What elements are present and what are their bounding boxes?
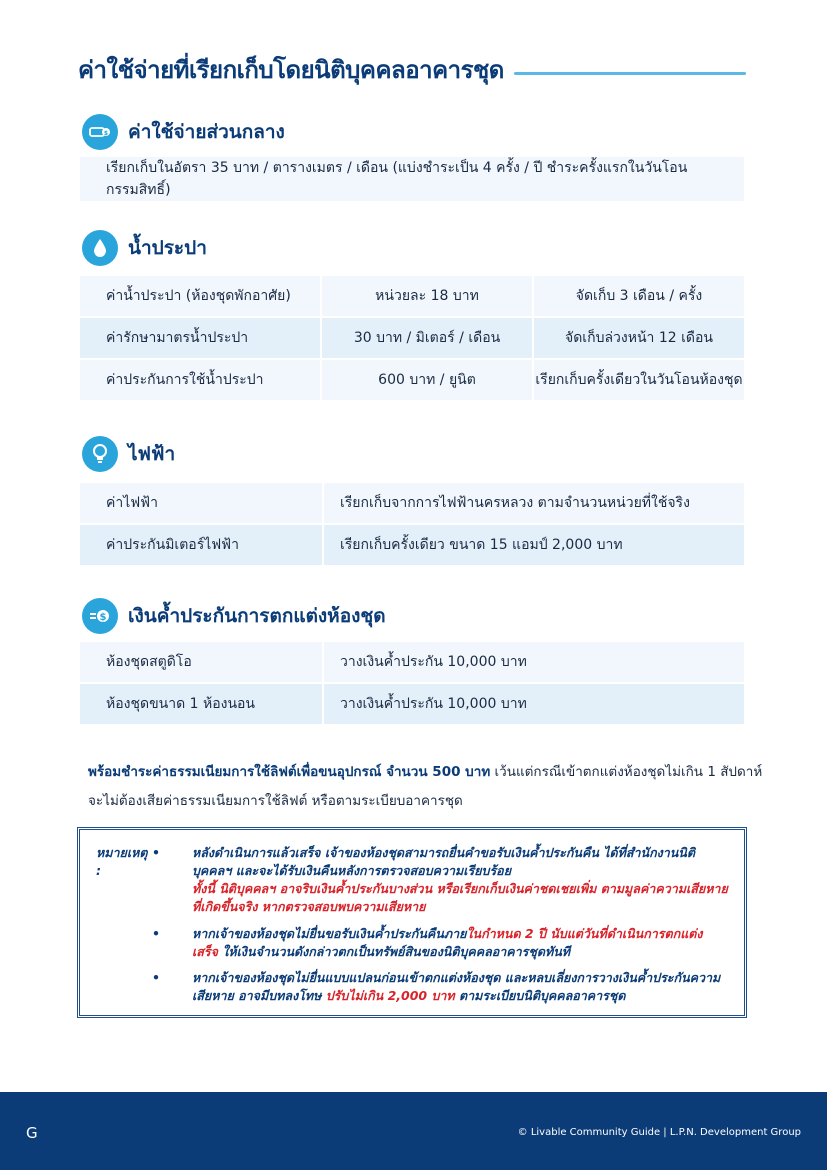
electricity-detail: เรียกเก็บจากการไฟฟ้านครหลวง ตามจำนวนหน่วยที่ใช้จริง [323,482,745,524]
electricity-item: ค่าไฟฟ้า [79,482,323,524]
table-row [79,683,745,725]
water-note: จัดเก็บ 3 เดือน / ครั้ง [533,275,745,317]
title-rule [514,72,746,75]
page-title: ค่าใช้จ่ายที่เรียกเก็บโดยนิติบุคคลอาคารชุด [78,56,504,84]
table-row [79,524,745,566]
remark-text: ให้เงินจำนวนดังกล่าวตกเป็นทรัพย์สินของนิติบุคคลอาคารชุดทันที [217,943,571,959]
remark-item [96,925,728,961]
electricity-table [78,481,746,567]
remark-text: หากเจ้าของห้องชุดไม่ยื่นขอรับเงินค้ำประกันคืนภาย [192,925,467,941]
table-row [79,317,745,359]
electricity-item: ค่าประกันมิเตอร์ไฟฟ้า [79,524,323,566]
svg-text:$: $ [103,130,109,137]
footer-credit: © Livable Community Guide | L.P.N. Development Group [517,1127,801,1138]
remark-text: หลังดำเนินการแล้วเสร็จ เจ้าของห้องชุดสามารถยื่นคำขอรับเงินค้ำประกันคืน ได้ที่สำนักงานนิติบุคคลฯ และจะได้รับเงินคืนหลังการตรวจสอบความเรียบร้อย [192,845,695,879]
deposit-item: ห้องชุดสตูดิโอ [79,641,323,683]
remark-text: ตามระเบียบนิติบุคคลอาคารชุด [454,987,626,1003]
section-electricity-header [82,436,175,472]
remark-warning: ปรับไม่เกิน 2,000 บาท [325,987,455,1003]
remarks-box [77,827,747,1018]
lift-fee-note-line2: จะไม่ต้องเสียค่าธรรมเนียมการใช้ลิฟต์ หรือตามระเบียบอาคารชุด [88,793,463,809]
deposit-detail: วางเงินค้ำประกัน 10,000 บาท [323,641,745,683]
bullet-icon: • [152,969,160,985]
water-rate: 30 บาท / มิเตอร์ / เดือน [321,317,533,359]
water-item: ค่าน้ำประปา (ห้องชุดพักอาศัย) [79,275,321,317]
water-note: จัดเก็บล่วงหน้า 12 เดือน [533,317,745,359]
remark-item [96,969,728,1005]
water-item: ค่าประกันการใช้น้ำประปา [79,359,321,401]
hand-money-icon [82,114,118,150]
bullet-icon: • [152,925,160,941]
water-table [78,274,746,402]
remark-item [96,844,728,917]
table-row [79,641,745,683]
water-drop-icon [82,230,118,266]
light-bulb-icon [82,436,118,472]
common-fee-text: เรียกเก็บในอัตรา 35 บาท / ตารางเมตร / เดือน (แบ่งชำระเป็น 4 ครั้ง / ปี ชำระครั้งแรกในวันโอนกรรมสิทธิ์) [79,156,745,202]
deposit-table [78,640,746,726]
deposit-item: ห้องชุดขนาด 1 ห้องนอน [79,683,323,725]
lift-fee-rest: เว้นแต่กรณีเข้าตกแต่งห้องชุดไม่เกิน 1 สัปดาห์ [490,764,763,780]
table-row [79,156,745,202]
remark-warning: ในกำหนด 2 ปี นับแต่วันที่ดำเนินการตกแต่งเสร็จ [192,925,703,959]
water-rate: หน่วยละ 18 บาท [321,275,533,317]
section-water-header [82,230,207,266]
section-title-common-fee: ค่าใช้จ่ายส่วนกลาง [128,121,285,143]
bullet-icon: • [152,845,160,860]
money-coin-icon [82,598,118,634]
section-title-electricity: ไฟฟ้า [128,443,176,465]
electricity-detail: เรียกเก็บครั้งเดียว ขนาด 15 แอมป์ 2,000 บาท [323,524,745,566]
svg-text:$: $ [99,612,107,623]
table-row [79,482,745,524]
remark-text: หากเจ้าของห้องชุดไม่ยื่นแบบแปลนก่อนเข้าตกแต่งห้องชุด และหลบเลี่ยงการวางเงินค้ำประกันความเสียหาย อาจมีบทลงโทษ [192,969,721,1003]
water-item: ค่ารักษามาตรน้ำประปา [79,317,321,359]
common-fee-table [78,155,746,203]
remark-warning: ทั้งนี้ นิติบุคคลฯ อาจริบเงินค้ำประกันบางส่วน หรือเรียกเก็บเงินค่าชดเชยเพิ่ม ตามมูลค่าความเสียหายที่เกิดขึ้นจริง หากตรวจสอบพบความเสียหาย [192,881,728,915]
remarks-label: หมายเหตุ : [96,845,148,879]
section-title-water: น้ำประปา [128,237,207,259]
section-title-deposit: เงินค้ำประกันการตกแต่งห้องชุด [128,605,386,627]
deposit-detail: วางเงินค้ำประกัน 10,000 บาท [323,683,745,725]
page-number: G [26,1124,38,1142]
section-common-fee-header [82,114,285,150]
water-rate: 600 บาท / ยูนิต [321,359,533,401]
footer [0,1092,827,1170]
table-row [79,275,745,317]
lift-fee-note [88,760,762,782]
table-row [79,359,745,401]
water-note: เรียกเก็บครั้งเดียวในวันโอนห้องชุด [533,359,745,401]
section-deposit-header [82,598,386,634]
lift-fee-highlight: พร้อมชำระค่าธรรมเนียมการใช้ลิฟต์เพื่อขนอุปกรณ์ จำนวน 500 บาท [88,764,491,780]
